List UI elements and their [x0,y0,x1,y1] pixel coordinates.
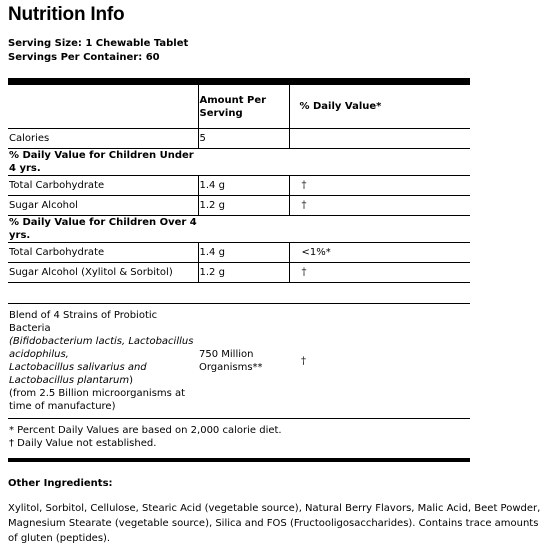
nutrient-dv [289,129,470,149]
nutrient-amount: 5 [198,129,289,149]
blend-source: (from 2.5 Billion microorganisms at time of manufacture) [9,388,186,412]
blend-strains-1: (Bifidobacterium lactis, Lactobacillus acidophilus, [9,336,194,360]
dagger-icon: † [289,304,470,419]
dagger-icon: † [289,196,470,216]
table-row [8,243,470,263]
section-label: % Daily Value for Children Under 4 yrs. [8,149,198,176]
dagger-icon: † [289,176,470,196]
nutrient-label: Total Carbohydrate [8,243,198,263]
blend-line-1: Blend of 4 Strains of Probiotic Bacteria [9,310,158,334]
nutrient-label: Sugar Alcohol [8,196,198,216]
blend-strains-2: Lactobacillus salivarius and Lactobacillus plantarum [9,362,147,386]
table-header-row [8,85,470,129]
nutrient-amount: 1.2 g [198,196,289,216]
blend-amount: 750 Million Organisms** [198,304,289,419]
blend-close-paren: ) [129,375,134,386]
section-heading-over-4 [8,216,470,243]
nutrient-label: Calories [8,129,198,149]
other-ingredients-heading: Other Ingredients: [8,478,113,489]
footnotes-row [8,419,470,455]
footnote-percent-dv: * Percent Daily Values are based on 2,000 calorie diet. [9,424,282,436]
dagger-icon: † [289,263,470,283]
table-row-probiotic-blend [8,304,470,419]
table-row [8,196,470,216]
table-row [8,263,470,283]
servings-per-container: Servings Per Container: 60 [8,52,160,63]
table-row-calories [8,129,470,149]
blend-description [8,304,198,419]
nutrient-amount: 1.4 g [198,176,289,196]
footnote-dagger: † Daily Value not established. [9,437,157,449]
header-blank [8,85,198,129]
nutrient-amount: 1.2 g [198,263,289,283]
section-heading-under-4 [8,149,470,176]
page-title: Nutrition Info [8,4,125,25]
nutrition-table [8,85,470,454]
serving-size: Serving Size: 1 Chewable Tablet [8,38,189,49]
nutrition-facts-panel [8,78,470,462]
footnotes [8,419,470,455]
serving-info [8,37,188,65]
nutrient-dv: <1%* [289,243,470,263]
header-daily-value: % Daily Value* [289,85,470,129]
table-row [8,176,470,196]
spacer-row [8,283,470,304]
header-amount-per-serving: Amount Per Serving [198,85,289,129]
nutrient-label: Total Carbohydrate [8,176,198,196]
other-ingredients-text: Xylitol, Sorbitol, Cellulose, Stearic Acid (vegetable source), Natural Berry Flavors, Malic Acid, Beet Powder, Magnesium Stearate (vegetable source), Silica and FOS (Fructooligosaccharides). Contains trace amounts of gluten (peptides). [8,503,541,544]
nutrient-label: Sugar Alcohol (Xylitol & Sorbitol) [8,263,198,283]
section-label: % Daily Value for Children Over 4 yrs. [9,217,197,241]
nutrient-amount: 1.4 g [198,243,289,263]
